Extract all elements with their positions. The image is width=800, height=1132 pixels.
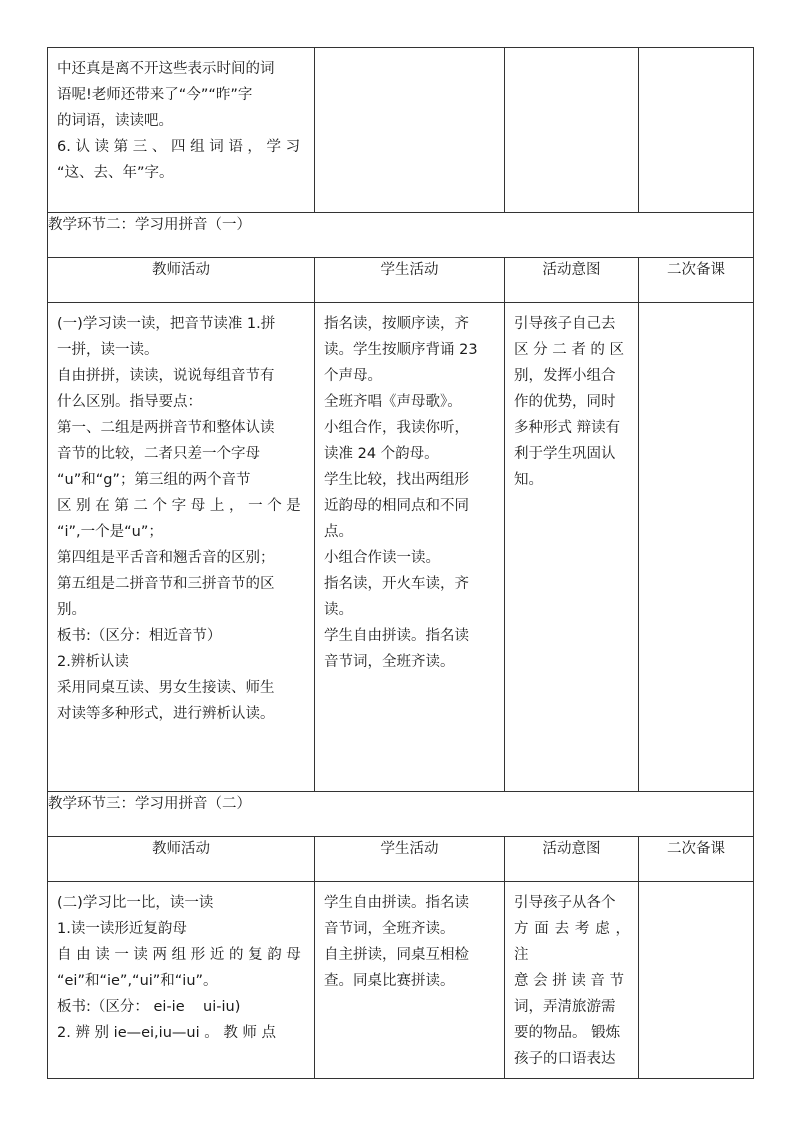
teacher-activity-cell [48, 48, 314, 192]
second-prep-cell [639, 882, 754, 1079]
activity-intent-cell [505, 303, 638, 499]
content-row [48, 882, 754, 1079]
header-activity-intent: 活动意图 [505, 258, 639, 303]
text-line: 2. 辨 别 ie—ei,iu—ui 。 教 师 点 [57, 1025, 277, 1041]
header-activity-intent: 活动意图 [505, 837, 639, 882]
text-line: 音节词，全班齐读。 [324, 921, 455, 937]
text-line: 小组合作，我读你听， [324, 420, 469, 436]
text-line: 别。 [57, 602, 86, 618]
text-line: 第一、二组是两拼音节和整体认读 [57, 420, 275, 436]
text-line: 读准 24 个韵母。 [324, 446, 439, 462]
student-activity-cell [315, 48, 505, 213]
text-line: 学生自由拼读。指名读 [324, 895, 469, 911]
text-line: 第五组是二拼音节和三拼音节的区 [57, 576, 275, 592]
text-line: 作的优势，同时 [514, 394, 616, 410]
text-line: 个声母。 [324, 368, 382, 384]
text-line: 自主拼读，同桌互相检 [324, 947, 469, 963]
text-line: 板书:（区分： ei-ie ui-iu) [57, 999, 241, 1015]
text-line: “这、去、年”字。 [57, 165, 174, 181]
text-line: 2.辨析认读 [57, 654, 129, 670]
text-line: “i”,一个是“u”； [57, 524, 163, 540]
text-line: 一拼，读一读。 [57, 342, 159, 358]
text-line: 词，弄清旅游需 [514, 999, 616, 1015]
student-activity-cell [315, 882, 504, 1000]
text-line: 意 会 拼 读 音 节 [514, 973, 625, 989]
text-line: 区 分 二 者 的 区 [514, 342, 625, 358]
text-line: 区 别 在 第 二 个 字 母 上 ， 一 个 是 [57, 498, 301, 514]
text-line: 利于学生巩固认 [514, 446, 616, 462]
text-line: 语呢!老师还带来了“今”“昨”字 [57, 87, 253, 103]
text-line: “u”和“g”；第三组的两个音节 [57, 472, 251, 488]
text-line: 别，发挥小组合 [514, 368, 616, 384]
text-line: 第四组是平舌音和翘舌音的区别； [57, 550, 275, 566]
text-line: 音节的比较，二者只差一个字母 [57, 446, 260, 462]
lesson-plan-table [47, 47, 754, 1079]
text-line: (一)学习读一读，把音节读准 1.拼 [57, 316, 276, 332]
section-title: 教学环节三：学习用拼音（二） [48, 792, 754, 837]
text-line: 对读等多种形式，进行辨析认读。 [57, 706, 275, 722]
text-line: 近韵母的相同点和不同 [324, 498, 469, 514]
header-row [48, 837, 754, 882]
text-line: 查。同桌比赛拼读。 [324, 973, 455, 989]
text-line: 孩子的口语表达 [514, 1051, 616, 1067]
text-line: 学生比较，找出两组形 [324, 472, 469, 488]
text-line: “ei”和“ie”,“ui”和“iu”。 [57, 973, 218, 989]
text-line: 读。 [324, 602, 353, 618]
section-title-row [48, 792, 754, 837]
text-line: 引导孩子自己去 [514, 316, 616, 332]
text-line: 小组合作读一读。 [324, 550, 440, 566]
text-line: 板书:（区分：相近音节） [57, 628, 222, 644]
text-line: 学生自由拼读。指名读 [324, 628, 469, 644]
teacher-activity-cell [48, 882, 314, 1052]
text-line: (二)学习比一比，读一读 [57, 895, 214, 911]
teacher-activity-cell [48, 303, 314, 733]
text-line: 1.读一读形近复韵母 [57, 921, 187, 937]
header-teacher-activity: 教师活动 [48, 258, 315, 303]
text-line: 指名读，按顺序读，齐 [324, 316, 469, 332]
text-line: 自 由 读 一 读 两 组 形 近 的 复 韵 母 [57, 947, 301, 963]
text-line: 多种形式 辩读有 [514, 420, 621, 436]
continuation-row [48, 48, 754, 213]
header-student-activity: 学生活动 [315, 837, 505, 882]
header-second-prep: 二次备课 [639, 258, 754, 303]
section-title-row [48, 213, 754, 258]
text-line: 知。 [514, 472, 543, 488]
text-line: 方 面 去 考 虑 ， 注 [514, 921, 630, 963]
text-line: 的词语，读读吧。 [57, 113, 173, 129]
text-line: 6. 认 读 第 三 、 四 组 词 语 ， 学 习 [57, 139, 301, 155]
second-prep-cell [639, 303, 754, 792]
header-second-prep: 二次备课 [639, 837, 754, 882]
text-line: 中还真是离不开这些表示时间的词 [57, 61, 275, 77]
second-prep-cell [639, 48, 754, 213]
student-activity-cell [315, 303, 504, 681]
text-line: 引导孩子从各个 [514, 895, 616, 911]
activity-intent-cell [505, 48, 639, 213]
text-line: 读。学生按顺序背诵 23 [324, 342, 478, 358]
content-row [48, 303, 754, 792]
text-line: 自由拼拼，读读，说说每组音节有 [57, 368, 275, 384]
header-teacher-activity: 教师活动 [48, 837, 315, 882]
header-row [48, 258, 754, 303]
section-title: 教学环节二：学习用拼音（一） [48, 213, 754, 258]
text-line: 采用同桌互读、男女生接读、师生 [57, 680, 275, 696]
text-line: 点。 [324, 524, 353, 540]
text-line: 要的物品。 锻炼 [514, 1025, 621, 1041]
text-line: 音节词，全班齐读。 [324, 654, 455, 670]
text-line: 全班齐唱《声母歌》。 [324, 394, 462, 410]
activity-intent-cell [505, 882, 638, 1078]
text-line: 什么区别。指导要点： [57, 394, 202, 410]
text-line: 指名读，开火车读，齐 [324, 576, 469, 592]
header-student-activity: 学生活动 [315, 258, 505, 303]
